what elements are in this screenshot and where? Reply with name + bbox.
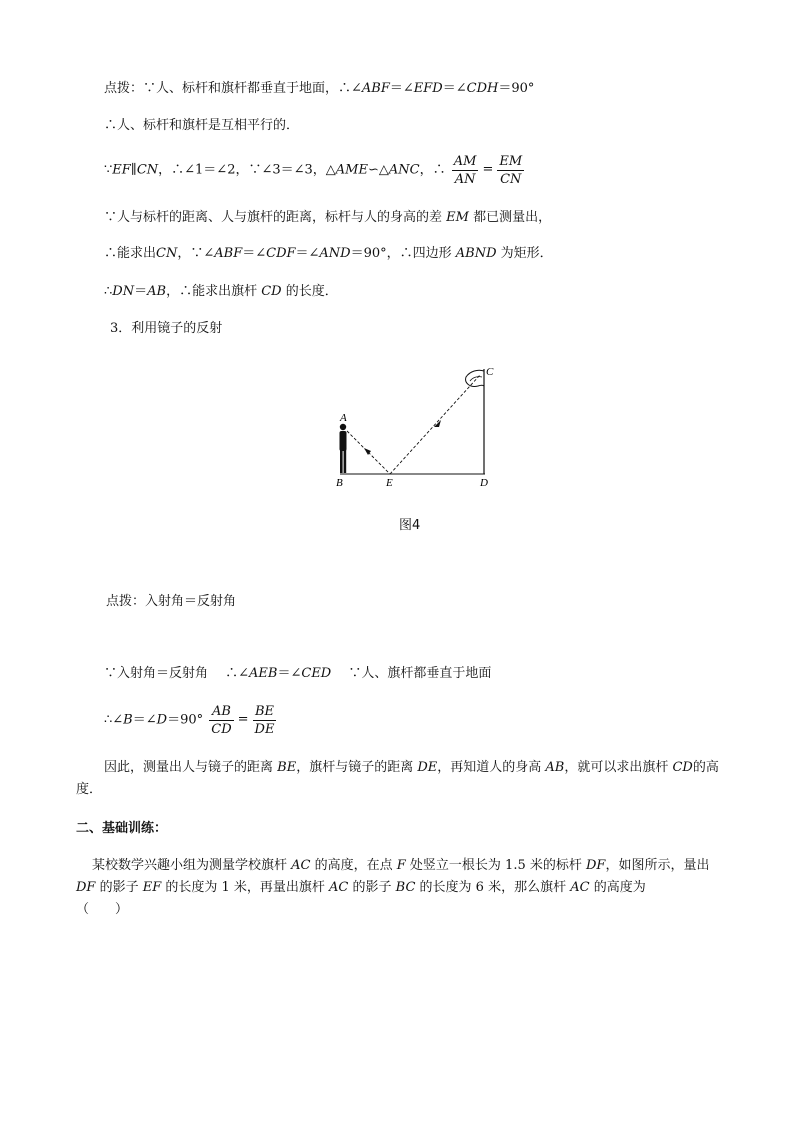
hint-line-5: ∴能求出CN，∵∠ABF＝∠CDF＝∠AND＝90°，∴四边形 ABND 为矩形． (104, 246, 553, 261)
reflected-ray (390, 375, 480, 474)
conclusion-paragraph: 因此，测量出人与镜子的距离 BE，旗杆与镜子的距离 DE，再知道人的身高 AB，就可以求出旗杆 CD的高度． (76, 760, 719, 797)
hint-line-1: 点拨：∵人、标杆和旗杆都垂直于地面，∴∠ABF＝∠EFD＝∠CDH＝90° (104, 81, 535, 96)
flag-shape (466, 370, 484, 386)
reflection-line-1: ∵入射角＝反射角 ∴∠AEB＝∠CED ∵人、旗杆都垂直于地面 (104, 666, 492, 681)
point-label-b: B (336, 477, 343, 489)
hint-reflection: 点拨：入射角＝反射角 (106, 594, 237, 609)
mirror-reflection-figure (320, 355, 520, 495)
answer-blank: （ ） (76, 902, 129, 917)
hint-line-4: ∵人与标杆的距离、人与旗杆的距离，标杆与人的身高的差 EM 都已测量出， (104, 210, 552, 225)
figure-caption: 图4 (399, 518, 421, 533)
exercise-paragraph: 某校数学兴趣小组为测量学校旗杆 AC 的高度，在点 F 处竖立一根长为 1.5 米的标杆 DF，如图所示，量出 DF 的影子 EF 的长度为 1 米，再量出旗杆 AC 的影子 BC 的长度为 6 米，那么旗杆 AC 的高度为 （ ） (76, 858, 710, 917)
fraction-am-an: $\frac{AM}{AN}$ (453, 153, 477, 187)
fraction-em-cn: $\frac{EM}{CN}$ (499, 153, 523, 187)
point-label-a: A (340, 412, 347, 424)
fraction-ab-cd: $\frac{AB}{CD}$ (211, 703, 232, 737)
hint-line-3: ∵EF∥CN，∴∠1＝∠2，∵∠3＝∠3，△AME∽△ANC，∴ $\frac{AM}{AN}$ = $\frac{EM}{CN}$ (104, 153, 523, 187)
point-label-d: D (480, 477, 488, 489)
subsection-heading-mirror: 3．利用镜子的反射 (110, 321, 223, 336)
reflection-line-2: ∴∠B＝∠D＝90° $\frac{AB}{CD}$ = $\frac{BE}{DE}$ (104, 703, 275, 737)
section-heading-basic-training: 二、基础训练： (76, 821, 168, 836)
arrowhead-to-e (434, 420, 441, 427)
hint-line-6: ∴DN＝AB，∴能求出旗杆 CD 的长度． (104, 284, 338, 299)
person-silhouette (340, 424, 347, 473)
fraction-be-de: $\frac{BE}{DE}$ (254, 703, 275, 737)
point-label-e: E (386, 477, 393, 489)
hint-line-2: ∴人、标杆和旗杆是互相平行的． (104, 118, 300, 133)
point-label-c: C (486, 366, 494, 378)
